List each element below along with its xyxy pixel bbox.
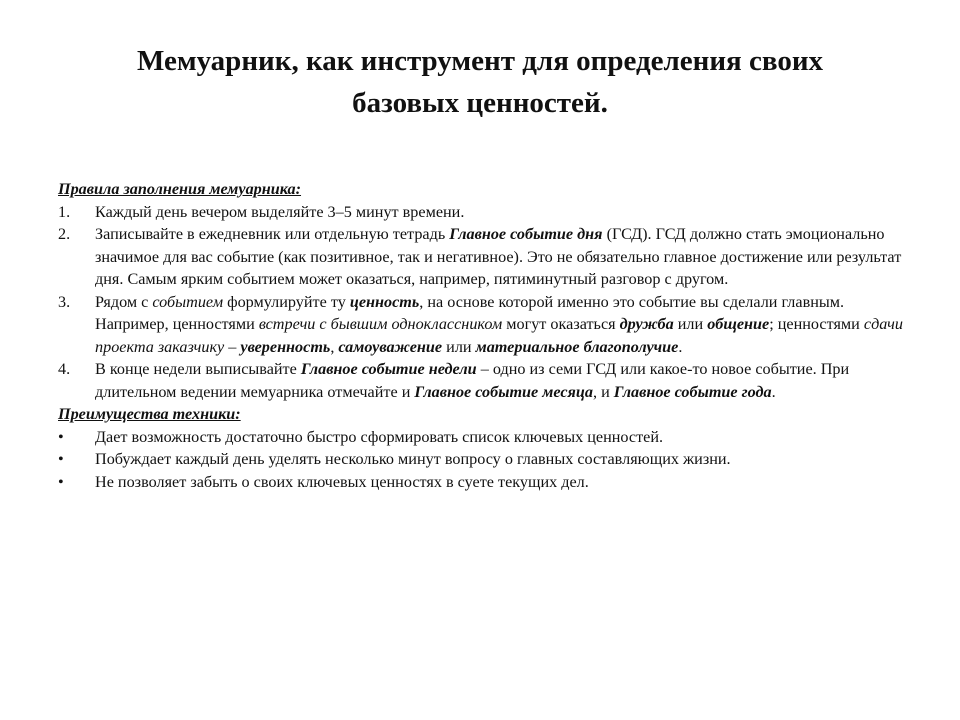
rule-text: ; ценностями (769, 315, 864, 333)
rule-emphasis: уверенность (240, 337, 331, 356)
rule-text: , (330, 337, 339, 356)
rule-number: 4. (58, 360, 71, 378)
rule-text: могут оказаться (502, 315, 620, 333)
slide-title (80, 40, 880, 124)
title-line-1: Мемуарник, как инструмент для определения своих (136, 45, 824, 77)
advantages-heading: Преимущества техники: (58, 405, 241, 423)
rule-emphasis: Главное событие дня (449, 225, 603, 243)
rule-number: 1. (58, 202, 71, 221)
rule-text: Каждый день вечером выделяйте 3–5 минут времени. (95, 202, 465, 221)
advantage-text: Побуждает каждый день уделять несколько минут вопросу о главных составляющих жизни. (95, 450, 731, 468)
slide-body (58, 178, 908, 493)
rule-emphasis: сдачи проекта заказчику (95, 315, 903, 356)
rule-text: В конце недели выписывайте (95, 360, 301, 378)
rule-emphasis: Главное событие недели (300, 360, 477, 378)
rule-item (58, 201, 908, 224)
rule-text: – одно из семи ГСД или какое-то новое событие. При длительном ведении мемуарника отмечайте и (95, 360, 850, 401)
rule-emphasis: встречи с бывшим одноклассником (258, 315, 503, 333)
bullet-icon: • (58, 450, 64, 468)
rule-emphasis: ценность (349, 292, 420, 311)
rule-emphasis: дружба (619, 315, 674, 333)
rule-emphasis: общение (707, 315, 770, 333)
rule-text: формулируйте ту (223, 292, 350, 311)
rules-heading: Правила заполнения мемуарника: (58, 180, 302, 198)
rule-text: . (678, 337, 683, 356)
rule-item (58, 223, 908, 291)
advantage-text: Не позволяет забыть о своих ключевых ценностях в суете текущих дел. (95, 472, 589, 491)
advantage-item (58, 471, 908, 494)
advantage-item (58, 426, 908, 449)
rule-text: Записывайте в ежедневник или отдельную тетрадь (95, 225, 450, 243)
rule-text: (ГСД). ГСД должно стать эмоционально значимое для вас событие (как позитивное, так и негативное). Это не обязательно главное достижение или результат дня. Самым ярким событием может оказаться, например, пятиминутный разговор с другом. (95, 225, 902, 288)
rule-emphasis: событием (152, 292, 224, 311)
title-line-2: базовых ценностей. (352, 87, 608, 119)
rule-text: или (442, 337, 476, 356)
rule-number: 3. (58, 292, 71, 311)
rule-emphasis: Главное событие месяца (414, 382, 593, 401)
advantage-item (58, 448, 908, 471)
rule-emphasis: самоуважение (338, 337, 443, 356)
bullet-icon: • (58, 472, 64, 491)
rule-text: . (771, 382, 776, 401)
rule-item (58, 291, 908, 359)
advantages-list (58, 426, 908, 494)
bullet-icon: • (58, 427, 64, 446)
rules-list (58, 201, 908, 404)
rule-emphasis: Главное событие года (613, 382, 772, 401)
rule-text: – (224, 337, 241, 356)
rule-text: , на основе которой именно это событие вы сделали главным. Например, ценностями (95, 292, 845, 333)
rule-text: Рядом с (95, 292, 153, 311)
rule-emphasis: материальное благополучие (475, 337, 679, 356)
rule-text: или (673, 315, 708, 333)
rule-number: 2. (58, 225, 71, 243)
rule-text: , и (592, 382, 614, 401)
advantage-text: Дает возможность достаточно быстро сформировать список ключевых ценностей. (95, 427, 664, 446)
rule-item (58, 358, 908, 403)
